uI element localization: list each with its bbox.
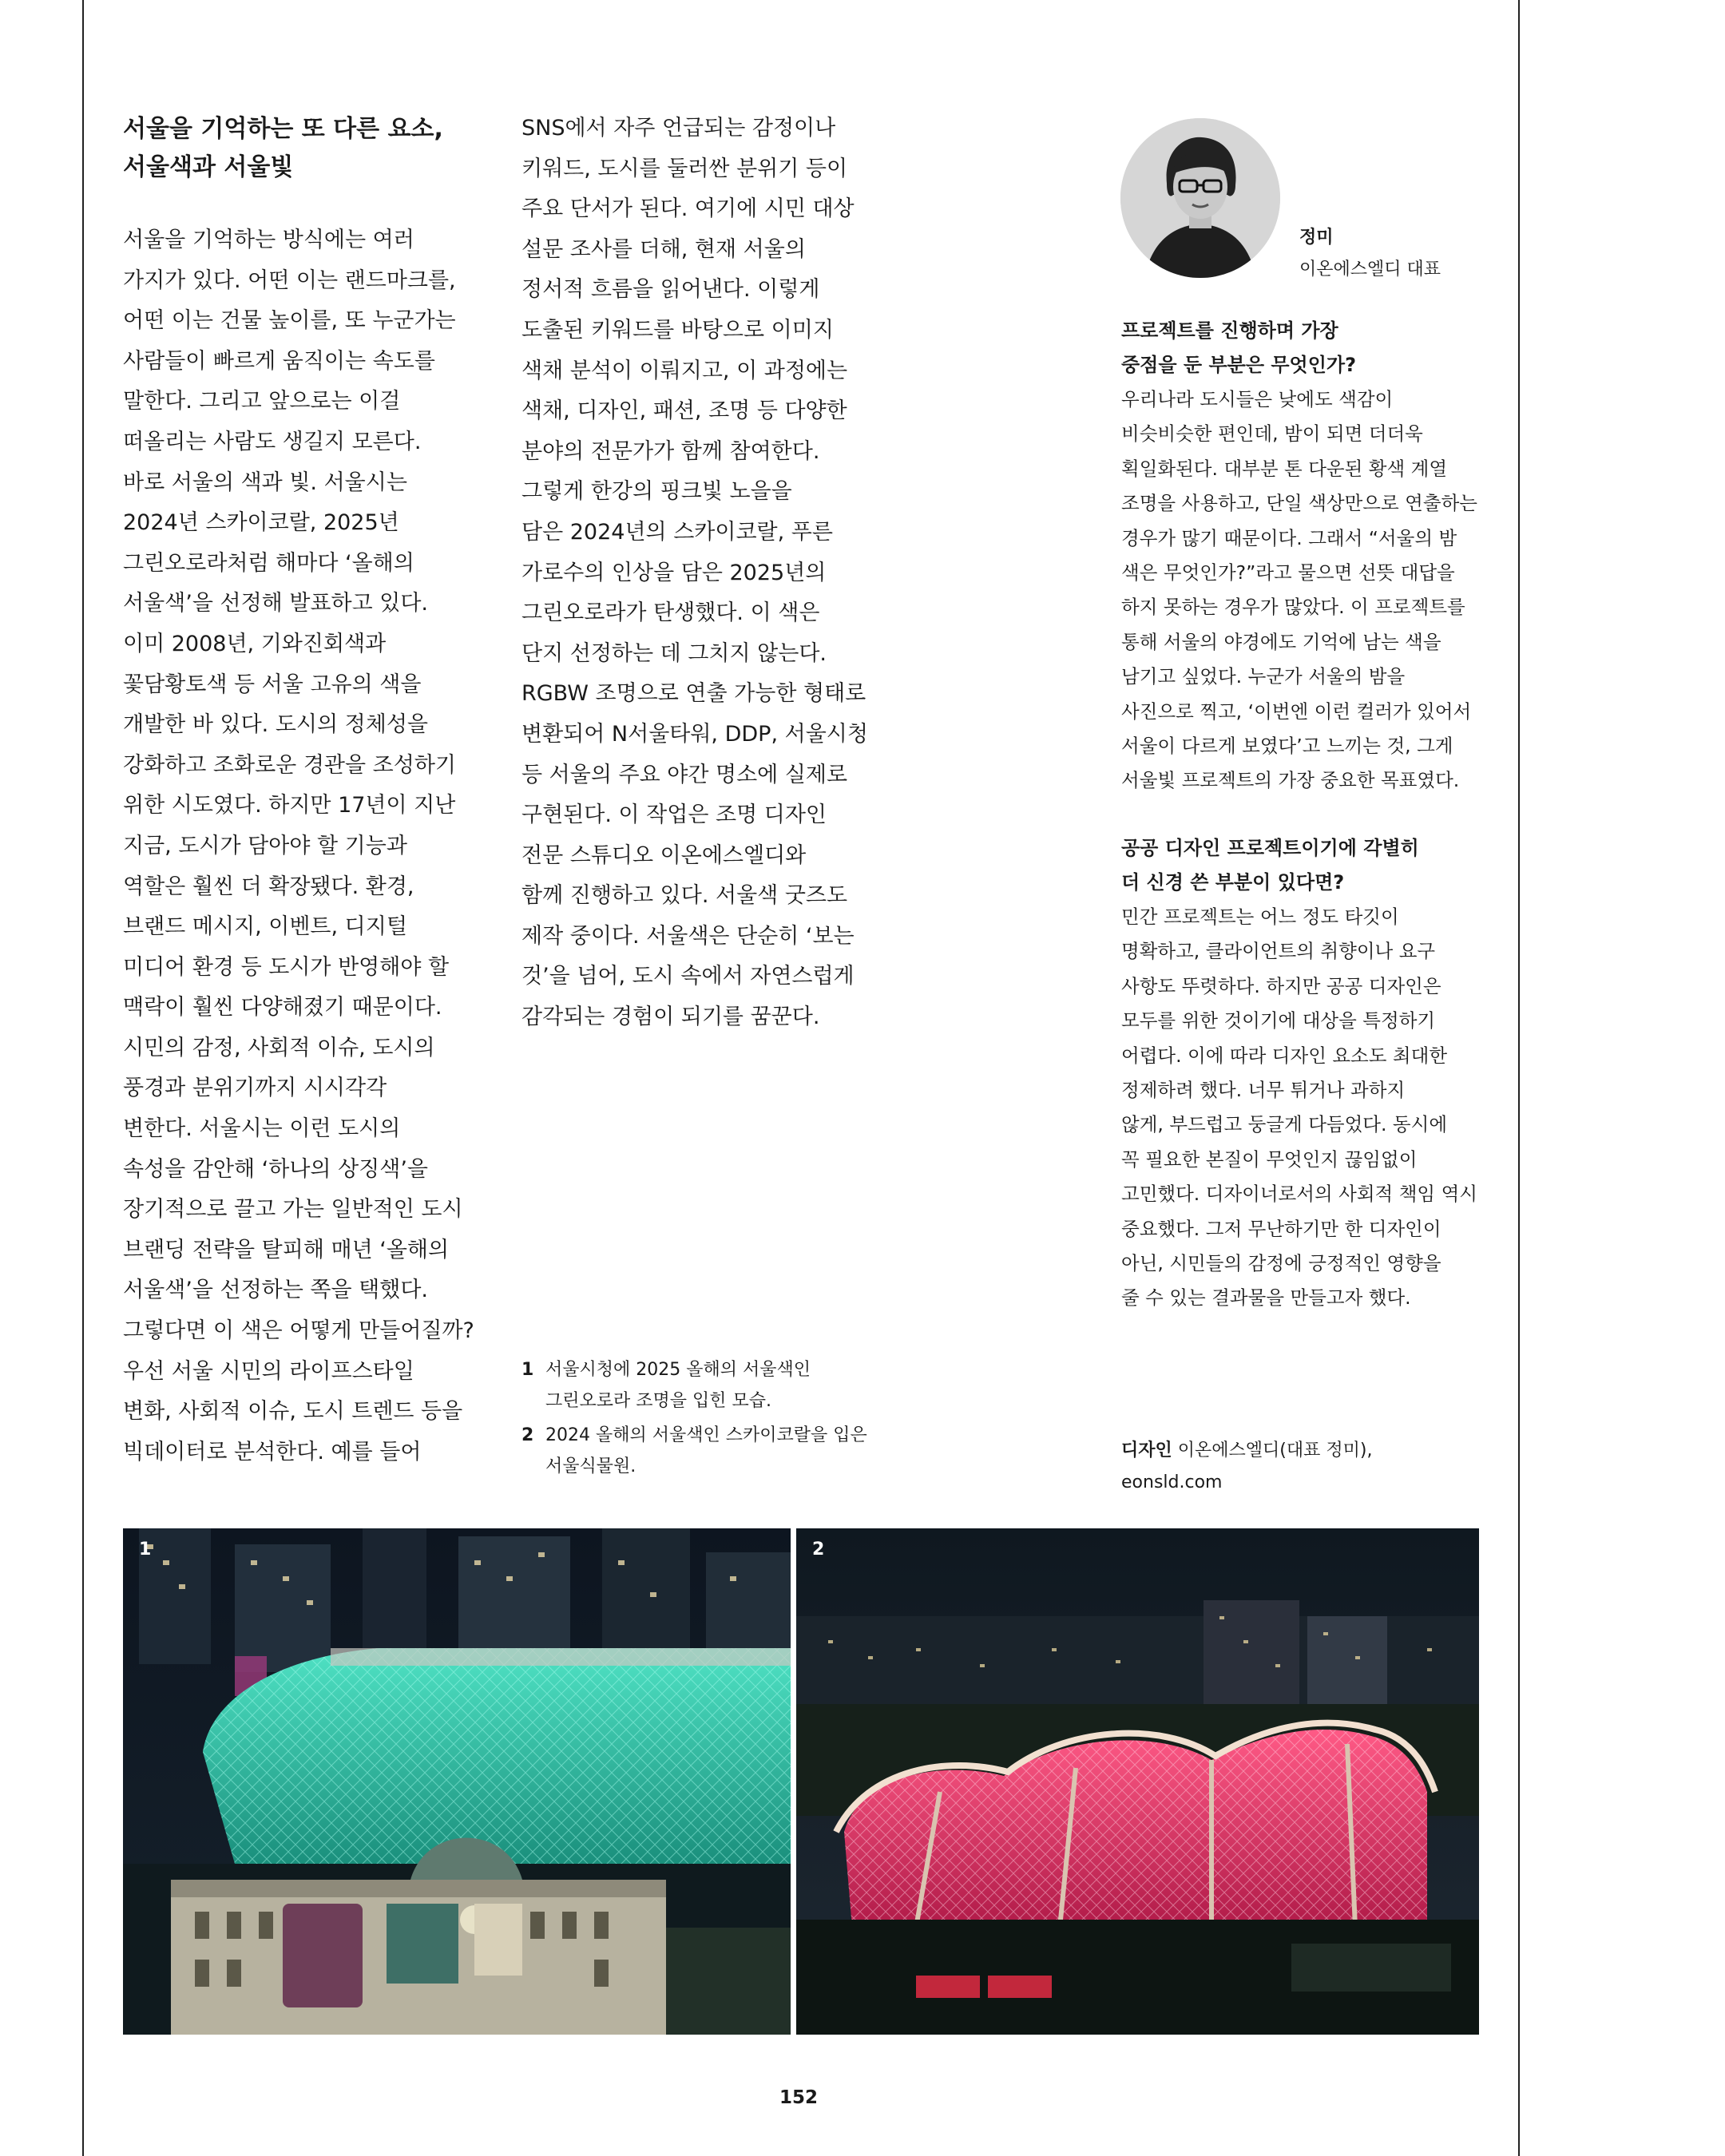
- text-line: 바로 서울의 색과 빛. 서울시는: [123, 470, 407, 495]
- interviewee-info: [1299, 222, 1441, 286]
- text-line: 그렇게 한강의 핑크빛 노을을: [521, 479, 792, 505]
- text-line: 고민했다. 디자이너로서의 사회적 책임 역시: [1121, 1183, 1477, 1206]
- photo-number: 2: [812, 1540, 825, 1560]
- text-line: 전문 스튜디오 이온에스엘디와: [521, 842, 807, 868]
- interview-column: [1121, 314, 1489, 1316]
- text-line: 브랜딩 전략을 탈피해 매년 ‘올해의: [123, 1237, 450, 1262]
- credit-url[interactable]: eonsld.com: [1121, 1472, 1223, 1492]
- interview-answer: [1121, 382, 1489, 799]
- text-line: 역할은 훨씬 더 확장됐다. 환경,: [123, 874, 414, 899]
- text-line: 장기적으로 끌고 가는 일반적인 도시: [123, 1197, 463, 1223]
- photo-number: 1: [139, 1540, 152, 1560]
- text-line: 민간 프로젝트는 어느 정도 타깃이: [1121, 905, 1399, 928]
- text-line: 담은 2024년의 스카이코랄, 푸른: [521, 519, 833, 545]
- text-line: 아닌, 시민들의 감정에 긍정적인 영향을: [1121, 1251, 1441, 1274]
- text-line: 명확하고, 클라이언트의 취향이나 요구: [1121, 940, 1436, 963]
- text-line: 사람들이 빠르게 움직이는 속도를: [123, 348, 435, 374]
- text-line: 풍경과 분위기까지 시시각각: [123, 1076, 387, 1101]
- column-2-body: [521, 109, 881, 1038]
- text-line: 맥락이 훨씬 다양해졌기 때문이다.: [123, 995, 442, 1021]
- interviewee-portrait: [1120, 118, 1280, 278]
- text-line: 등 서울의 주요 야간 명소에 실제로: [521, 762, 848, 787]
- text-line: 가지가 있다. 어떤 이는 랜드마크를,: [123, 268, 456, 293]
- text-line: 사진으로 찍고, ‘이번엔 이런 컬러가 있어서: [1121, 700, 1472, 723]
- caption-text: 그린오로라 조명을 입힌 모습.: [545, 1391, 771, 1411]
- question-line: 공공 디자인 프로젝트이기에 각별히: [1121, 836, 1419, 859]
- caption-text: 서울식물원.: [545, 1456, 636, 1476]
- photo-captions: [521, 1354, 881, 1482]
- right-margin-rule: [1518, 0, 1520, 2156]
- text-line: 않게, 부드럽고 둥글게 다듬었다. 동시에: [1121, 1113, 1448, 1136]
- text-line: 도출된 키워드를 바탕으로 이미지: [521, 317, 834, 343]
- left-margin-rule: [82, 0, 84, 2156]
- portrait-photo: [1120, 118, 1280, 278]
- caption-number: 2: [521, 1425, 534, 1445]
- text-line: 지금, 도시가 담아야 할 기능과: [123, 833, 407, 858]
- text-line: 개발한 바 있다. 도시의 정체성을: [123, 712, 428, 738]
- interviewee-title: 이온에스엘디 대표: [1299, 260, 1441, 279]
- text-line: 말한다. 그리고 앞으로는 이걸: [123, 389, 401, 414]
- interview-question: [1121, 314, 1489, 382]
- text-line: 시민의 감정, 사회적 이슈, 도시의: [123, 1035, 435, 1060]
- credit-label: 디자인: [1121, 1441, 1172, 1460]
- caption-1: [521, 1354, 881, 1417]
- text-line: 우리나라 도시들은 낮에도 색감이: [1121, 388, 1394, 410]
- text-line: 서울을 기억하는 방식에는 여러: [123, 228, 414, 252]
- heading-line: 서울색과 서울빛: [123, 153, 294, 181]
- city-hall-illustration: [123, 1528, 791, 2035]
- text-line: 이미 2008년, 기와진회색과: [123, 631, 387, 656]
- caption-2: [521, 1420, 881, 1482]
- caption-text: 서울시청에 2025 올해의 서울색인: [545, 1360, 811, 1380]
- text-line: 꽃담황토색 등 서울 고유의 색을: [123, 672, 422, 697]
- text-line: 주요 단서가 된다. 여기에 시민 대상: [521, 196, 855, 222]
- text-line: 키워드, 도시를 둘러싼 분위기 등이: [521, 156, 848, 181]
- text-line: 그린오로라처럼 해마다 ‘올해의: [123, 550, 414, 576]
- text-line: 것’을 넘어, 도시 속에서 자연스럽게: [521, 964, 855, 989]
- photo-seoul-botanic-park: [796, 1528, 1479, 2035]
- credit-text: 이온에스엘디(대표 정미),: [1172, 1441, 1373, 1460]
- text-line: 감각되는 경험이 되기를 꿈꾼다.: [521, 1005, 820, 1030]
- text-line: 비슷비슷한 편인데, 밤이 되면 더더욱: [1121, 422, 1423, 446]
- text-line: 경우가 많기 때문이다. 그래서 “서울의 밤: [1121, 526, 1457, 549]
- heading-line: 서울을 기억하는 또 다른 요소,: [123, 115, 443, 143]
- page-number: 152: [779, 2087, 818, 2108]
- text-line: 색채 분석이 이뤄지고, 이 과정에는: [521, 358, 848, 383]
- interview-qa-1: [1121, 314, 1489, 799]
- text-line: 통해 서울의 야경에도 기억에 남는 색을: [1121, 630, 1441, 653]
- text-line: 속성을 감안해 ‘하나의 상징색’을: [123, 1156, 428, 1182]
- design-credit: [1121, 1435, 1372, 1499]
- text-line: 구현된다. 이 작업은 조명 디자인: [521, 803, 827, 828]
- text-line: 2024년 스카이코랄, 2025년: [123, 510, 399, 536]
- text-line: 서울색’을 선정하는 쪽을 택했다.: [123, 1278, 428, 1303]
- text-line: 획일화된다. 대부분 톤 다운된 황색 계열: [1121, 457, 1448, 480]
- text-line: 서울이 다르게 보였다’고 느끼는 것, 그게: [1121, 735, 1453, 758]
- text-line: 남기고 싶었다. 누군가 서울의 밤을: [1121, 665, 1406, 688]
- text-line: 어떤 이는 건물 높이를, 또 누군가는: [123, 308, 456, 334]
- column-1-body: [123, 220, 482, 1472]
- interviewee-name: 정미: [1299, 228, 1334, 248]
- text-line: 떠올리는 사람도 생길지 모른다.: [123, 429, 422, 454]
- column-1: [123, 110, 482, 1472]
- text-line: 중요했다. 그저 무난하기만 한 디자인이: [1121, 1217, 1441, 1240]
- caption-number: 1: [521, 1360, 534, 1380]
- text-line: RGBW 조명으로 연출 가능한 형태로: [521, 681, 866, 707]
- botanic-park-illustration: [796, 1528, 1479, 2035]
- text-line: 정서적 흐름을 읽어낸다. 이렇게: [521, 277, 820, 303]
- text-line: 변환되어 N서울타워, DDP, 서울시청: [521, 721, 868, 747]
- text-line: 정제하려 했다. 너무 튀거나 과하지: [1121, 1078, 1406, 1101]
- column-2: [521, 109, 881, 1038]
- text-line: 브랜드 메시지, 이벤트, 디지털: [123, 914, 407, 940]
- text-line: 조명을 사용하고, 단일 색상만으로 연출하는: [1121, 492, 1477, 515]
- text-line: 색은 무엇인가?”라고 물으면 선뜻 대답을: [1121, 561, 1455, 585]
- text-line: 어렵다. 이에 따라 디자인 요소도 최대한: [1121, 1044, 1448, 1067]
- interview-answer: [1121, 900, 1489, 1316]
- text-line: SNS에서 자주 언급되는 감정이나: [521, 116, 836, 141]
- caption-text: 2024 올해의 서울색인 스카이코랄을 입은: [545, 1425, 867, 1445]
- section-heading: [123, 110, 482, 187]
- text-line: 줄 수 있는 결과물을 만들고자 했다.: [1121, 1286, 1411, 1310]
- text-line: 가로수의 인상을 담은 2025년의: [521, 560, 827, 585]
- interview-qa-2: [1121, 831, 1489, 1316]
- text-line: 분야의 전문가가 함께 참여한다.: [521, 438, 820, 464]
- text-line: 제작 중이다. 서울색은 단순히 ‘보는: [521, 923, 855, 949]
- text-line: 설문 조사를 더해, 현재 서울의: [521, 236, 806, 262]
- text-line: 꼭 필요한 본질이 무엇인지 끊임없이: [1121, 1147, 1418, 1171]
- text-line: 변한다. 서울시는 이런 도시의: [123, 1116, 401, 1142]
- text-line: 단지 선정하는 데 그치지 않는다.: [521, 640, 827, 666]
- text-line: 그렇다면 이 색은 어떻게 만들어질까?: [123, 1318, 474, 1344]
- text-line: 위한 시도였다. 하지만 17년이 지난: [123, 793, 456, 818]
- text-line: 하지 못하는 경우가 많았다. 이 프로젝트를: [1121, 596, 1465, 619]
- text-line: 서울색’을 선정해 발표하고 있다.: [123, 591, 428, 616]
- text-line: 사항도 뚜렷하다. 하지만 공공 디자인은: [1121, 974, 1441, 997]
- question-line: 더 신경 쓴 부분이 있다면?: [1121, 870, 1345, 894]
- text-line: 빅데이터로 분석한다. 예를 들어: [123, 1439, 422, 1464]
- text-line: 강화하고 조화로운 경관을 조성하기: [123, 752, 456, 778]
- text-line: 함께 진행하고 있다. 서울색 굿즈도: [521, 883, 848, 909]
- photo-seoul-city-hall: [123, 1528, 791, 2035]
- text-line: 서울빛 프로젝트의 가장 중요한 목표였다.: [1121, 769, 1460, 792]
- text-line: 우선 서울 시민의 라이프스타일: [123, 1358, 414, 1384]
- text-line: 모두를 위한 것이기에 대상을 특정하기: [1121, 1009, 1436, 1032]
- text-line: 변화, 사회적 이슈, 도시 트렌드 등을: [123, 1399, 463, 1425]
- question-line: 중점을 둔 부분은 무엇인가?: [1121, 354, 1357, 376]
- text-line: 그린오로라가 탄생했다. 이 색은: [521, 600, 820, 626]
- question-line: 프로젝트를 진행하며 가장: [1121, 319, 1338, 342]
- text-line: 색채, 디자인, 패션, 조명 등 다양한: [521, 398, 847, 424]
- interview-question: [1121, 831, 1489, 900]
- text-line: 미디어 환경 등 도시가 반영해야 할: [123, 954, 450, 980]
